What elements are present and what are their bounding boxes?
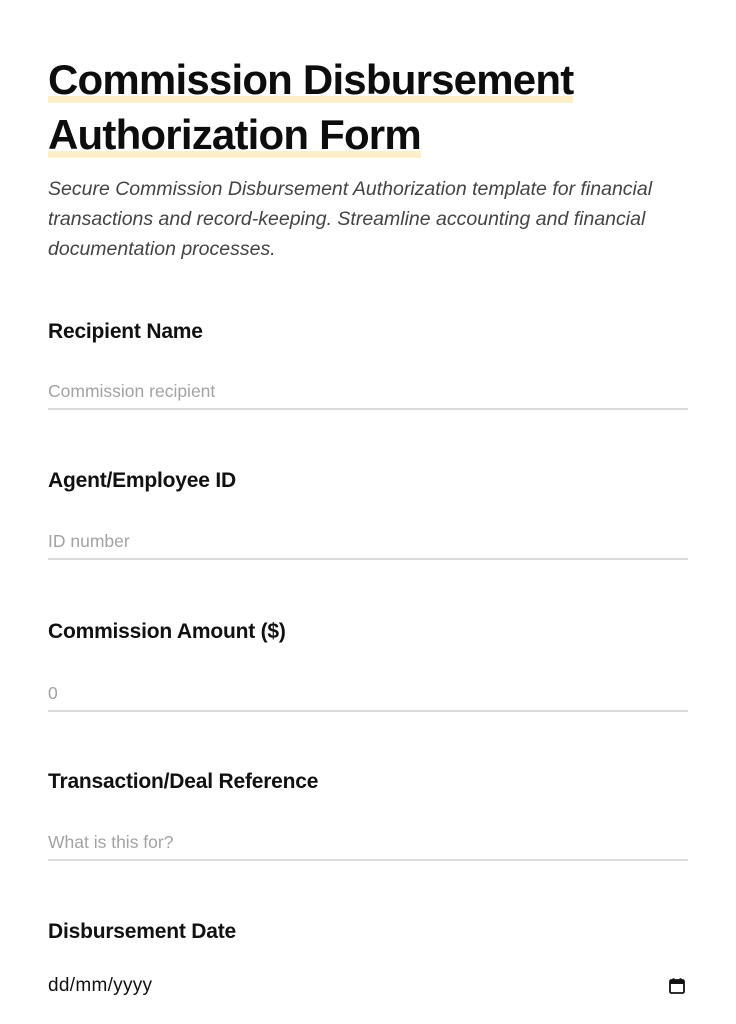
amount-field: [48, 619, 688, 712]
date-label: Disbursement Date: [48, 920, 236, 943]
date-input[interactable]: [48, 971, 688, 1001]
recipient-input[interactable]: [48, 374, 688, 410]
date-field: [48, 919, 688, 1001]
reference-label: Transaction/Deal Reference: [48, 770, 319, 793]
agent-id-input[interactable]: [48, 524, 688, 560]
amount-label: Commission Amount ($): [48, 620, 286, 643]
calendar-icon[interactable]: [668, 977, 686, 995]
recipient-label: Recipient Name: [48, 320, 203, 343]
form-title-line-1: Commission Disbursement: [48, 56, 574, 103]
reference-input[interactable]: [48, 825, 688, 861]
form-title-line-2: Authorization Form: [48, 111, 421, 158]
form-title: [48, 52, 688, 162]
reference-field: [48, 769, 688, 861]
amount-input[interactable]: [48, 676, 688, 712]
recipient-field: [48, 319, 688, 410]
form-description: Secure Commission Disbursement Authorization template for financial transactions and record-keeping. Streamline accounting and financial documentation processes.: [48, 178, 653, 260]
agent-id-field: [48, 468, 688, 560]
agent-id-label: Agent/Employee ID: [48, 469, 236, 492]
date-value[interactable]: dd/mm/yyyy: [48, 975, 153, 996]
